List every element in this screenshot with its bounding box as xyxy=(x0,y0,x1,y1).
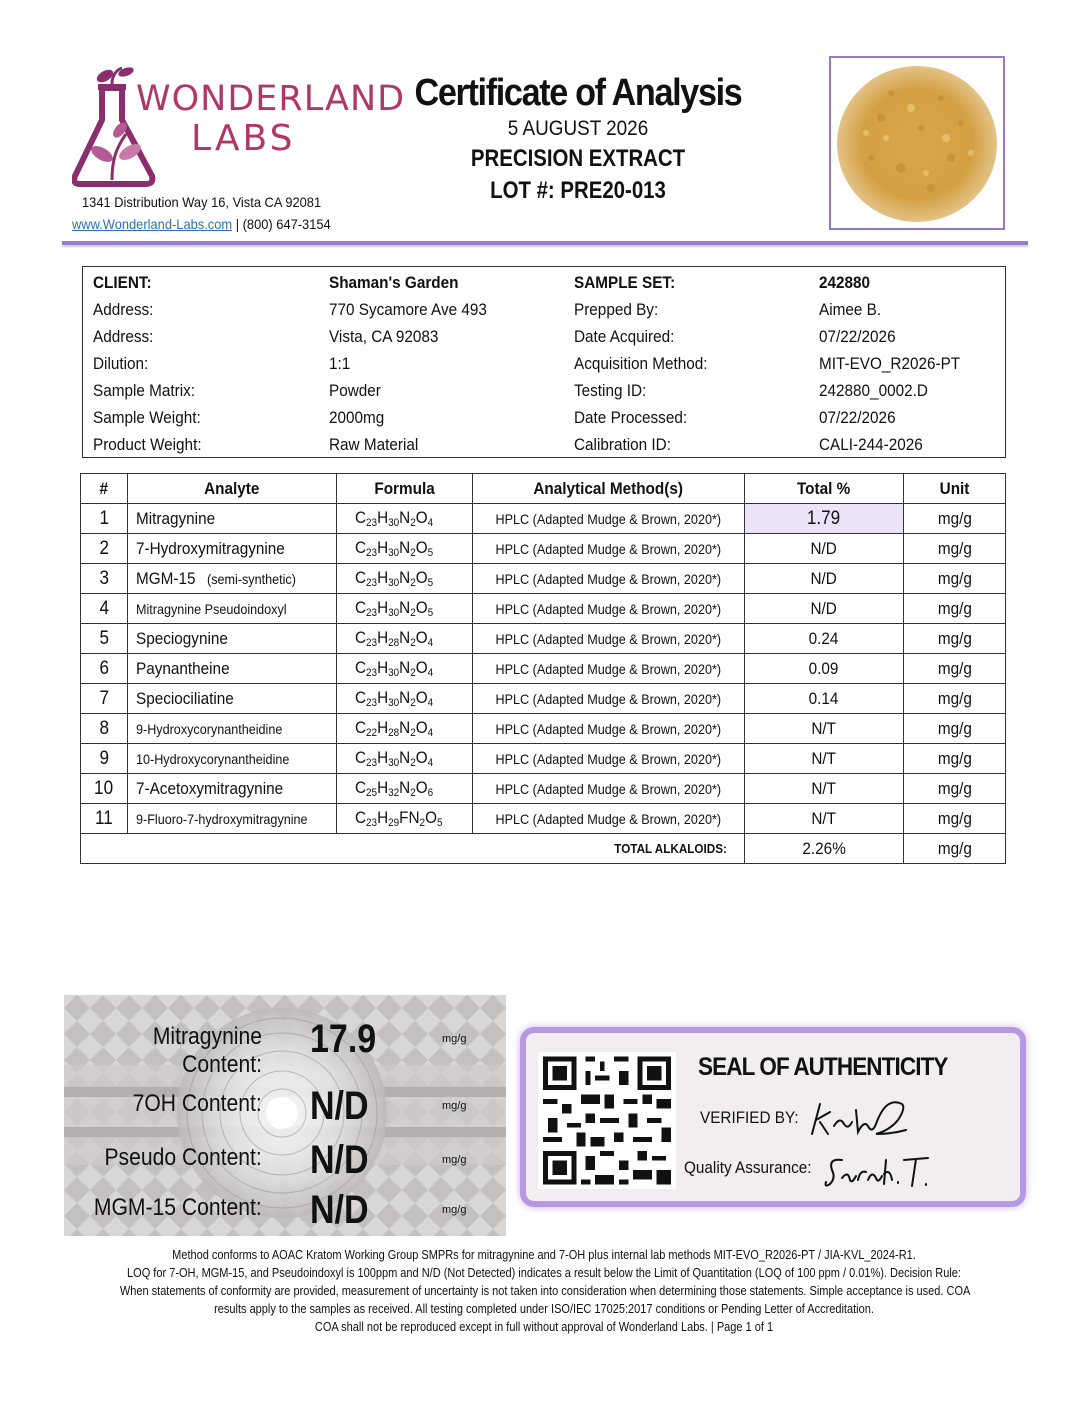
analyte-name: 7-Hydroxymitragynine xyxy=(127,534,336,564)
powder-image-icon xyxy=(831,58,1003,228)
client-field-label: Sample Matrix: xyxy=(93,380,196,400)
unit: mg/g xyxy=(904,564,1006,594)
client-info-row xyxy=(83,323,1005,350)
client-field-label: SAMPLE SET: xyxy=(574,272,676,292)
table-row xyxy=(81,774,1006,804)
row-number: 4 xyxy=(81,594,128,624)
total-percent: N/T xyxy=(744,804,904,834)
client-field-value: 242880 xyxy=(819,272,871,292)
summary-label: Mitragynine Content: xyxy=(152,1023,262,1078)
analyte-name: Speciogynine xyxy=(127,624,336,654)
client-info-table xyxy=(83,269,1005,458)
summary-unit: mg/g xyxy=(442,1204,467,1216)
analyte-name: Mitragynine xyxy=(127,504,336,534)
chemical-formula: $C_{22}H_{28}N_2O_4$ xyxy=(336,714,472,744)
chemical-formula: $C_{23}H_{30}N_2O_5$ xyxy=(336,534,472,564)
row-number: 10 xyxy=(81,774,128,804)
total-alkaloids-unit: mg/g xyxy=(904,834,1006,864)
contact-line xyxy=(72,216,331,232)
header-unit: Unit xyxy=(904,474,1006,504)
unit: mg/g xyxy=(904,744,1006,774)
chemical-formula: $C_{23}H_{30}N_2O_5$ xyxy=(336,564,472,594)
logo-line1: WONDERLAND xyxy=(136,79,406,119)
total-alkaloids-value: 2.26% xyxy=(744,834,904,864)
table-row xyxy=(81,564,1006,594)
chemical-formula: $C_{23}H_{30}N_2O_4$ xyxy=(336,504,472,534)
client-field-label: Calibration ID: xyxy=(574,434,671,454)
client-field-label: Dilution: xyxy=(93,353,149,373)
chemical-formula: $C_{23}H_{28}N_2O_4$ xyxy=(336,624,472,654)
client-field-value: Vista, CA 92083 xyxy=(329,326,439,346)
row-number: 2 xyxy=(81,534,128,564)
client-field-label: Address: xyxy=(93,299,154,319)
client-info-row xyxy=(83,296,1005,323)
summary-value: N/D xyxy=(310,1084,369,1128)
summary-unit: mg/g xyxy=(442,1033,467,1045)
analytical-method: HPLC (Adapted Mudge & Brown, 2020*) xyxy=(472,624,744,654)
summary-unit: mg/g xyxy=(442,1154,467,1166)
analytical-method: HPLC (Adapted Mudge & Brown, 2020*) xyxy=(472,654,744,684)
total-percent: N/T xyxy=(744,774,904,804)
client-field-value: 770 Sycamore Ave 493 xyxy=(329,299,487,319)
summary-label: Pseudo Content: xyxy=(104,1144,262,1171)
row-number: 3 xyxy=(81,564,128,594)
unit: mg/g xyxy=(904,594,1006,624)
table-row xyxy=(81,504,1006,534)
content-summary-panel xyxy=(64,995,506,1236)
unit: mg/g xyxy=(904,714,1006,744)
row-number: 6 xyxy=(81,654,128,684)
chemical-formula: $C_{23}H_{29}FN_2O_5$ xyxy=(336,804,472,834)
table-row xyxy=(81,624,1006,654)
table-row xyxy=(81,534,1006,564)
client-field-label: CLIENT: xyxy=(93,272,152,292)
analyte-table xyxy=(80,473,1006,864)
chemical-formula: $C_{23}H_{30}N_2O_4$ xyxy=(336,684,472,714)
table-row xyxy=(81,654,1006,684)
table-row xyxy=(81,714,1006,744)
client-info-row xyxy=(83,377,1005,404)
client-field-value: 07/22/2026 xyxy=(819,407,896,427)
client-info-row xyxy=(83,431,1005,458)
client-field-value: 242880_0002.D xyxy=(819,380,928,400)
unit: mg/g xyxy=(904,504,1006,534)
sample-photo xyxy=(829,56,1005,230)
total-percent: 0.24 xyxy=(744,624,904,654)
summary-label: 7OH Content: xyxy=(132,1090,262,1117)
unit: mg/g xyxy=(904,774,1006,804)
client-field-label: Date Processed: xyxy=(574,407,688,427)
analytical-method: HPLC (Adapted Mudge & Brown, 2020*) xyxy=(472,504,744,534)
table-header-row xyxy=(81,474,1006,504)
analyte-name: 9-Fluoro-7-hydroxymitragynine xyxy=(127,804,336,834)
summary-unit: mg/g xyxy=(442,1100,467,1112)
analytical-method: HPLC (Adapted Mudge & Brown, 2020*) xyxy=(472,804,744,834)
client-info-row xyxy=(83,404,1005,431)
client-field-value: 2000mg xyxy=(329,407,385,427)
client-info-row xyxy=(83,269,1005,296)
header-analyte: Analyte xyxy=(127,474,336,504)
client-field-label: Address: xyxy=(93,326,154,346)
seal-title: SEAL OF AUTHENTICITY xyxy=(698,1053,948,1081)
table-row xyxy=(81,804,1006,834)
product-name: PRECISION EXTRACT xyxy=(470,145,686,172)
client-field-value: Aimee B. xyxy=(819,299,882,319)
total-percent: N/D xyxy=(744,564,904,594)
row-number: 1 xyxy=(81,504,128,534)
document-title-block xyxy=(360,72,796,205)
chemical-formula: $C_{23}H_{30}N_2O_5$ xyxy=(336,594,472,624)
brand-logo xyxy=(136,79,406,159)
analytical-method: HPLC (Adapted Mudge & Brown, 2020*) xyxy=(472,564,744,594)
unit: mg/g xyxy=(904,804,1006,834)
summary-value: 17.9 xyxy=(310,1017,377,1061)
total-percent: N/T xyxy=(744,744,904,774)
row-number: 11 xyxy=(81,804,128,834)
total-percent: 0.09 xyxy=(744,654,904,684)
chemical-formula: $C_{23}H_{30}N_2O_4$ xyxy=(336,654,472,684)
client-field-value: CALI-244-2026 xyxy=(819,434,923,454)
client-field-value: Shaman's Garden xyxy=(329,272,459,292)
client-field-value: 07/22/2026 xyxy=(819,326,896,346)
unit: mg/g xyxy=(904,624,1006,654)
total-percent: N/T xyxy=(744,714,904,744)
row-number: 5 xyxy=(81,624,128,654)
analyte-name: Paynantheine xyxy=(127,654,336,684)
header-divider xyxy=(62,241,1028,245)
header-formula: Formula xyxy=(336,474,472,504)
header-method: Analytical Method(s) xyxy=(472,474,744,504)
company-address: 1341 Distribution Way 16, Vista CA 92081 xyxy=(82,194,322,210)
unit: mg/g xyxy=(904,654,1006,684)
total-percent: 1.79 xyxy=(744,504,904,534)
verified-signature xyxy=(806,1090,910,1144)
analytical-method: HPLC (Adapted Mudge & Brown, 2020*) xyxy=(472,714,744,744)
header-total: Total % xyxy=(744,474,904,504)
client-field-label: Prepped By: xyxy=(574,299,659,319)
header-number: # xyxy=(81,474,128,504)
qa-signature xyxy=(824,1150,936,1192)
total-percent: N/D xyxy=(744,594,904,624)
client-info-row xyxy=(83,350,1005,377)
footer-line: When statements of conformity are provided, measurement of uncertainty is not taken into consideration when determining those statements. Simple acceptance is used. COA xyxy=(119,1284,971,1298)
footer-notes xyxy=(62,1246,1026,1336)
analyte-note: (semi-synthetic) xyxy=(206,570,296,587)
footer-line: LOQ for 7-OH, MGM-15, and Pseudoindoxyl is 100ppm and N/D (Not Detected) indicates a result below the Limit of Quantitation (LOQ of 100 ppm / 0.01%). Decision Rule: xyxy=(127,1266,961,1280)
phone-number: (800) 647-3154 xyxy=(242,216,331,232)
footer-line: Method conforms to AOAC Kratom Working Group SMPRs for mitragynine and 7-OH plus internal lab methods MIT-EVO_R2026-PT / JIA-KVL_2024-R1. xyxy=(172,1248,916,1262)
footer-line: COA shall not be reproduced except in full without approval of Wonderland Labs. | Page 1 of 1 xyxy=(314,1320,774,1334)
logo-line2: LABS xyxy=(191,118,296,159)
website-link[interactable]: www.Wonderland-Labs.com xyxy=(72,216,233,232)
client-field-value: MIT-EVO_R2026-PT xyxy=(819,353,961,373)
table-row xyxy=(81,744,1006,774)
table-row xyxy=(81,684,1006,714)
analytical-method: HPLC (Adapted Mudge & Brown, 2020*) xyxy=(472,774,744,804)
summary-value: N/D xyxy=(310,1138,369,1182)
total-percent: 0.14 xyxy=(744,684,904,714)
analytical-method: HPLC (Adapted Mudge & Brown, 2020*) xyxy=(472,594,744,624)
page-title: Certificate of Analysis xyxy=(414,72,742,114)
table-row xyxy=(81,594,1006,624)
client-field-label: Acquisition Method: xyxy=(574,353,708,373)
separator: | xyxy=(235,216,240,232)
client-field-value: Powder xyxy=(329,380,381,400)
client-field-label: Product Weight: xyxy=(93,434,202,454)
total-percent: N/D xyxy=(744,534,904,564)
analyte-name: 7-Acetoxymitragynine xyxy=(127,774,336,804)
client-field-label: Testing ID: xyxy=(574,380,647,400)
report-date: 5 AUGUST 2026 xyxy=(507,117,649,140)
qr-code-icon[interactable] xyxy=(538,1052,676,1189)
total-alkaloids-label: TOTAL ALKALOIDS: xyxy=(81,834,745,864)
chemical-formula: $C_{23}H_{30}N_2O_4$ xyxy=(336,744,472,774)
analyte-name: 9-Hydroxycorynantheidine xyxy=(127,714,336,744)
client-field-value: 1:1 xyxy=(329,353,351,373)
unit: mg/g xyxy=(904,684,1006,714)
analytical-method: HPLC (Adapted Mudge & Brown, 2020*) xyxy=(472,534,744,564)
unit: mg/g xyxy=(904,534,1006,564)
verified-by-label: VERIFIED BY: xyxy=(700,1108,799,1127)
client-field-value: Raw Material xyxy=(329,434,419,454)
analyte-name: Speciociliatine xyxy=(127,684,336,714)
chemical-formula: $C_{25}H_{32}N_2O_6$ xyxy=(336,774,472,804)
analytical-method: HPLC (Adapted Mudge & Brown, 2020*) xyxy=(472,744,744,774)
client-info-box xyxy=(82,266,1006,458)
analyte-name: 10-Hydroxycorynantheidine xyxy=(127,744,336,774)
summary-value: N/D xyxy=(310,1188,369,1232)
analytical-method: HPLC (Adapted Mudge & Brown, 2020*) xyxy=(472,684,744,714)
client-field-label: Date Acquired: xyxy=(574,326,675,346)
row-number: 7 xyxy=(81,684,128,714)
row-number: 8 xyxy=(81,714,128,744)
lot-number: LOT #: PRE20-013 xyxy=(490,177,666,204)
footer-line: results apply to the samples as received. All testing completed under ISO/IEC 17025:2017 conditions or Pending Letter of Accreditation. xyxy=(214,1302,874,1316)
analyte-name: Mitragynine Pseudoindoxyl xyxy=(127,594,336,624)
summary-label: MGM-15 Content: xyxy=(94,1194,262,1221)
quality-assurance-label: Quality Assurance: xyxy=(684,1158,812,1177)
client-field-label: Sample Weight: xyxy=(93,407,201,427)
total-alkaloids-row xyxy=(81,834,1006,864)
analyte-name: MGM-15 (semi-synthetic) xyxy=(127,564,336,594)
row-number: 9 xyxy=(81,744,128,774)
